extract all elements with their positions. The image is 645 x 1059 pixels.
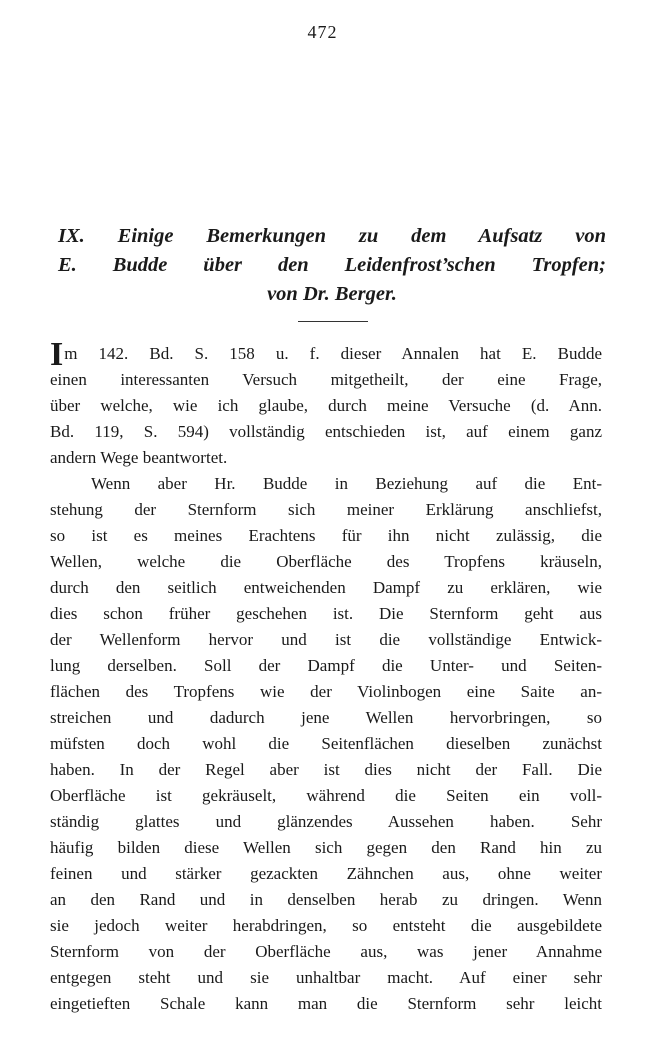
text-line: haben. In der Regel aber ist dies nicht der Fall. Die (50, 760, 602, 779)
text-line: Wenn aber Hr. Budde in Beziehung auf die Ent- (91, 474, 602, 493)
article-body (50, 336, 602, 1017)
page-number: 472 (307, 22, 338, 42)
title-divider (298, 321, 368, 322)
text-line: häufig bilden diese Wellen sich gegen den Rand hin zu (50, 838, 602, 857)
text-line: entgegen steht und sie unhaltbar macht. Auf einer sehr (50, 968, 602, 987)
text-line: andern Wege beantwortet. (50, 448, 228, 467)
text-line: müfsten doch wohl die Seitenflächen dieselben zunächst (50, 734, 602, 753)
text-line: der Wellenform hervor und ist die vollständige Entwick- (50, 630, 602, 649)
text-line: durch den seitlich entweichenden Dampf zu erklären, wie (50, 578, 602, 597)
text-line: flächen des Tropfens wie der Violinbogen eine Saite an- (50, 682, 602, 701)
text-line (50, 336, 602, 373)
article-title (58, 222, 606, 309)
text-line: einen interessanten Versuch mitgetheilt, der eine Frage, (50, 370, 602, 389)
text-line: Sternform von der Oberfläche aus, was jener Annahme (50, 942, 602, 961)
text-line: Bd. 119, S. 594) vollständig entschieden ist, auf einem ganz (50, 422, 602, 441)
drop-cap: I (50, 336, 64, 373)
text-line: über welche, wie ich glaube, durch meine Versuche (d. Ann. (50, 396, 602, 415)
text-line: ständig glattes und glänzendes Aussehen haben. Sehr (50, 812, 602, 831)
text-line-content: m 142. Bd. S. 158 u. f. dieser Annalen hat E. Budde (64, 344, 602, 363)
text-line: feinen und stärker gezackten Zähnchen aus, ohne weiter (50, 864, 602, 883)
text-line: sie jedoch weiter herabdringen, so entsteht die ausgebildete (50, 916, 602, 935)
text-line: dies schon früher geschehen ist. Die Sternform geht aus (50, 604, 602, 623)
text-line: streichen und dadurch jene Wellen hervorbringen, so (50, 708, 602, 727)
text-line: stehung der Sternform sich meiner Erklärung anschliefst, (50, 500, 602, 519)
text-line: lung derselben. Soll der Dampf die Unter- und Seiten- (50, 656, 602, 675)
text-line: Wellen, welche die Oberfläche des Tropfens kräuseln, (50, 552, 602, 571)
title-line-2: E. Budde über den Leidenfrost’schen Tropfen; (58, 254, 606, 276)
title-line-3: von Dr. Berger. (267, 283, 397, 305)
title-line-1: IX. Einige Bemerkungen zu dem Aufsatz von (58, 225, 606, 247)
text-line: so ist es meines Erachtens für ihn nicht zulässig, die (50, 526, 602, 545)
text-line: Oberfläche ist gekräuselt, während die Seiten ein voll- (50, 786, 602, 805)
text-line: an den Rand und in denselben herab zu dringen. Wenn (50, 890, 602, 909)
text-line: eingetieften Schale kann man die Sternform sehr leicht (50, 994, 602, 1013)
